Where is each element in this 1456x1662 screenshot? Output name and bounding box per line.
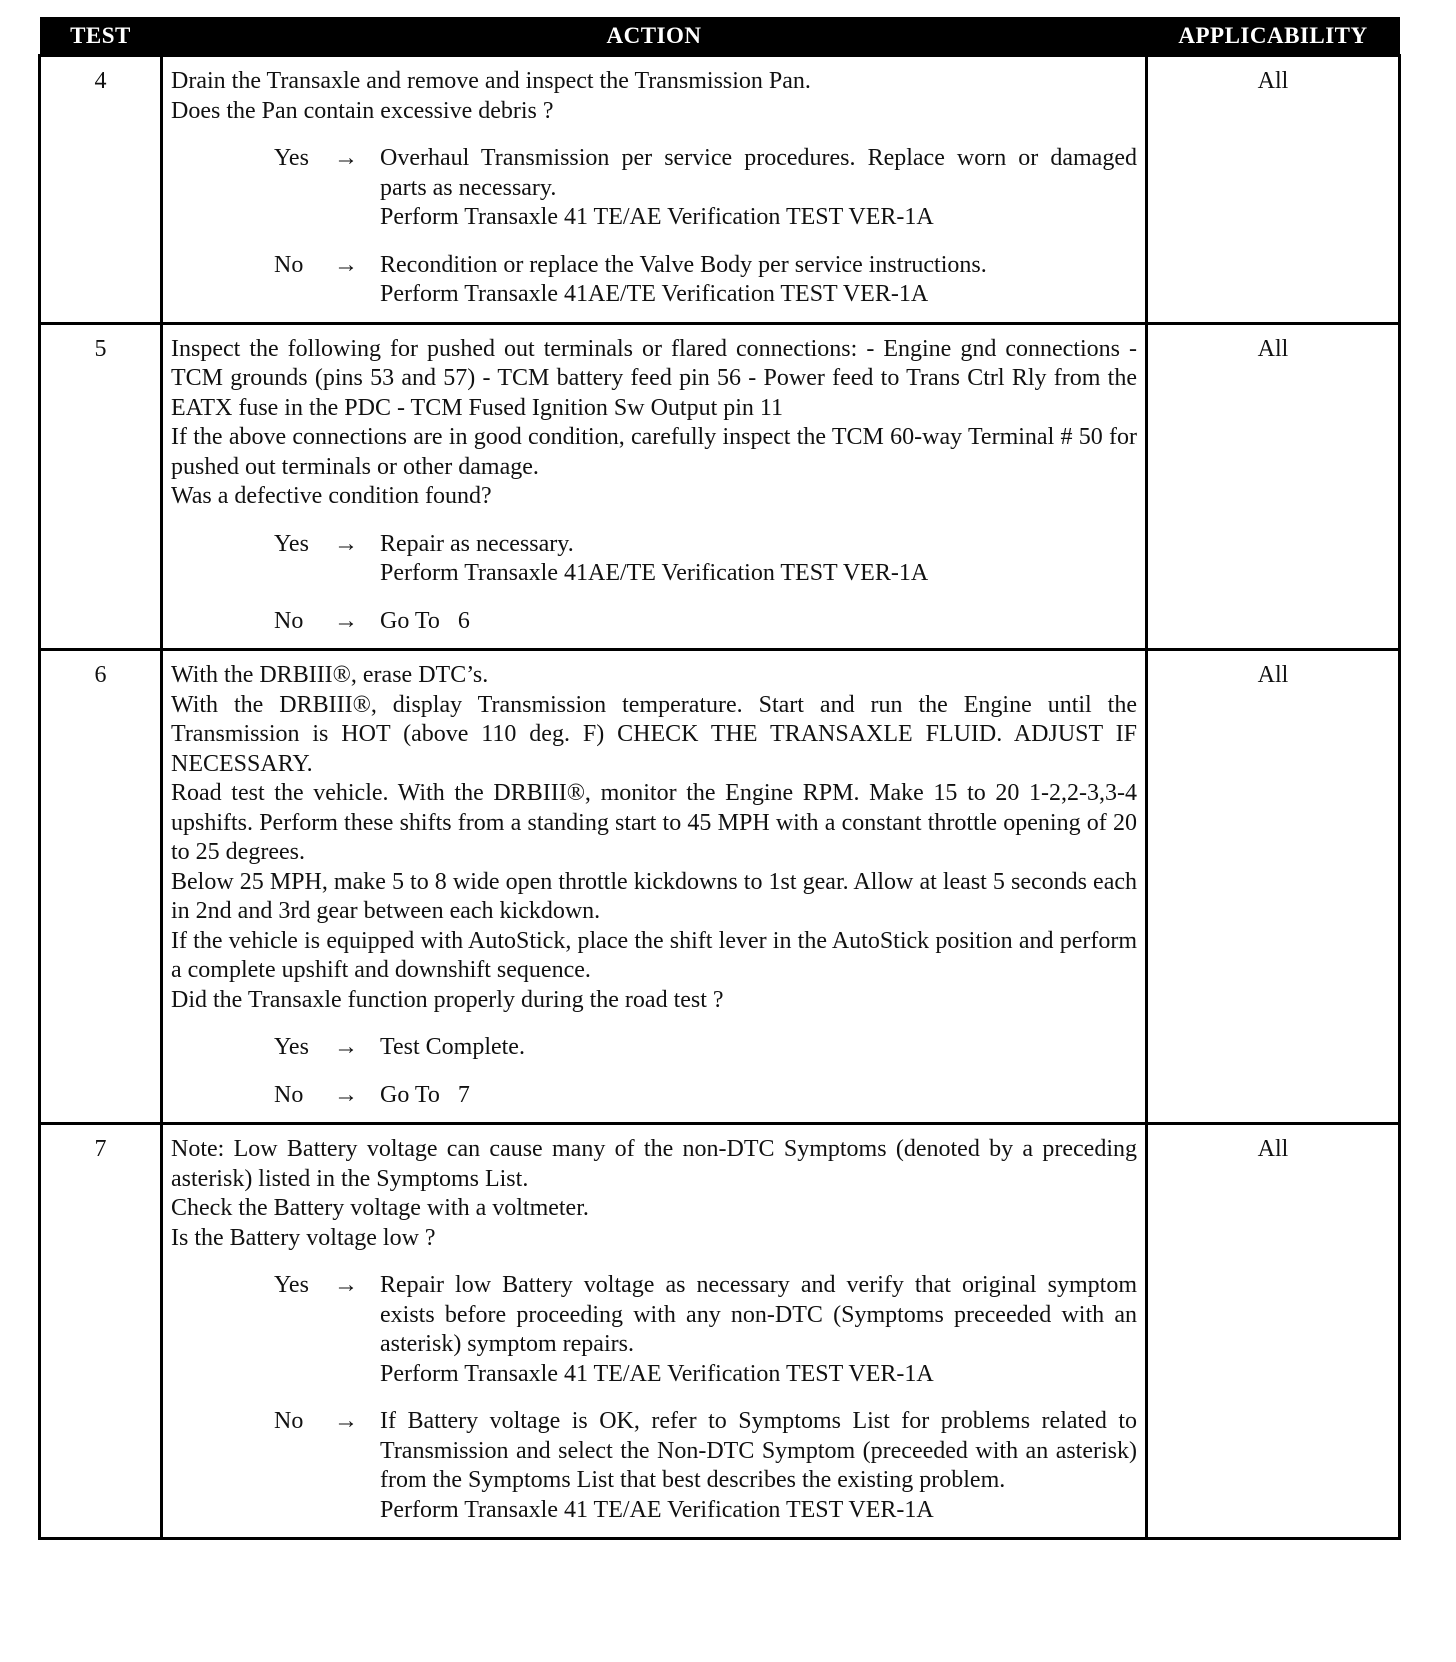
test-number: 7: [40, 1124, 162, 1539]
answer-line: Perform Transaxle 41 TE/AE Verification TEST VER-1A: [380, 204, 934, 230]
diagnostic-test-table: [38, 17, 1401, 1540]
action-line: If the vehicle is equipped with AutoStick, place the shift lever in the AutoStick position and perform a complete upshift and downshift sequence.: [171, 927, 1137, 983]
yes-label: Yes: [274, 1272, 309, 1298]
action-line: With the DRBIII®, erase DTC’s.: [171, 662, 489, 688]
yes-answer: [171, 1033, 1137, 1063]
table-row: [40, 56, 1400, 324]
right-arrow-icon: →: [334, 1272, 358, 1298]
yes-label: Yes: [274, 1034, 309, 1060]
right-arrow-icon: →: [334, 530, 358, 557]
answer-line: Recondition or replace the Valve Body per service instructions.: [380, 251, 987, 278]
no-answer: [171, 607, 1137, 637]
diagnostic-table-page: [38, 17, 1398, 1540]
yes-text: [380, 1271, 1137, 1389]
answer-line: Perform Transaxle 41AE/TE Verification TEST VER-1A: [380, 281, 929, 307]
no-answer: [171, 1081, 1137, 1111]
right-arrow-icon: →: [334, 251, 358, 278]
right-arrow-icon: →: [334, 145, 358, 171]
test-number: 5: [40, 323, 162, 650]
no-label: No: [274, 1408, 304, 1434]
test-number: 4: [40, 56, 162, 324]
question-line: Does the Pan contain excessive debris ?: [171, 97, 554, 124]
answer-line: Test Complete.: [380, 1034, 525, 1060]
test-number: 6: [40, 650, 162, 1124]
action-line: Below 25 MPH, make 5 to 8 wide open throttle kickdowns to 1st gear. Allow at least 5 seconds each in 2nd and 3rd gear between each kickdown.: [171, 868, 1137, 924]
no-answer: [171, 1407, 1137, 1525]
goto-text: Go To: [380, 1081, 440, 1108]
answer-line: Perform Transaxle 41AE/TE Verification TEST VER-1A: [380, 560, 929, 586]
action-line: If the above connections are in good condition, carefully inspect the TCM 60-way Terminal # 50 for pushed out terminals or other damage.: [171, 424, 1137, 480]
no-answer: [171, 251, 1137, 310]
goto-test-number: 7: [457, 1081, 470, 1108]
action-line: Road test the vehicle. With the DRBIII®, monitor the Engine RPM. Make 15 to 20 1-2,2-3,3-4 upshifts. Perform these shifts from a standing start to 45 MPH with a constant throttle opening of 20 to 25 degrees.: [171, 780, 1137, 865]
no-label: No: [274, 1081, 304, 1108]
yes-answer: [171, 1271, 1137, 1389]
answer-line: Overhaul Transmission per service procedures. Replace worn or damaged parts as necessary.: [380, 145, 1137, 201]
no-label: No: [274, 251, 304, 278]
action-cell: [162, 323, 1147, 650]
table-row: [40, 650, 1400, 1124]
yes-answer: [171, 530, 1137, 589]
action-cell: [162, 650, 1147, 1124]
question-line: Did the Transaxle function properly during the road test ?: [171, 986, 724, 1013]
right-arrow-icon: →: [334, 1081, 358, 1108]
question-line: Was a defective condition found?: [171, 483, 492, 509]
header-applicability: APPLICABILITY: [1147, 17, 1400, 56]
right-arrow-icon: →: [334, 607, 358, 634]
table-row: [40, 323, 1400, 650]
action-line: Note: Low Battery voltage can cause many of the non-DTC Symptoms (denoted by a preceding asterisk) listed in the Symptoms List.: [171, 1136, 1137, 1192]
no-label: No: [274, 607, 304, 634]
action-line: Check the Battery voltage with a voltmeter.: [171, 1195, 589, 1221]
action-line: Drain the Transaxle and remove and inspect the Transmission Pan.: [171, 68, 811, 94]
yes-label: Yes: [274, 145, 309, 171]
action-line: Inspect the following for pushed out terminals or flared connections: - Engine gnd connections - TCM grounds (pins 53 and 57) - TCM battery feed pin 56 - Power feed to Trans Ctrl Rly from the EATX fuse in the PDC - TCM Fused Ignition Sw Output pin 11: [171, 335, 1137, 421]
header-action: ACTION: [162, 17, 1147, 56]
applicability-value: All: [1147, 650, 1400, 1124]
yes-text: [380, 144, 1137, 233]
no-text: [380, 607, 1137, 637]
yes-label: Yes: [274, 530, 309, 557]
goto-test-number: 6: [457, 607, 470, 634]
table-header-row: [40, 17, 1400, 56]
question-line: Is the Battery voltage low ?: [171, 1224, 436, 1251]
yes-answer: [171, 144, 1137, 233]
right-arrow-icon: →: [334, 1034, 358, 1060]
answer-line: Repair as necessary.: [380, 530, 574, 557]
answer-line: If Battery voltage is OK, refer to Symptoms List for problems related to Transmission and select the Non-DTC Symptom (preceeded with an asterisk) from the Symptoms List that best describes the existing problem.: [380, 1408, 1137, 1493]
applicability-value: All: [1147, 1124, 1400, 1539]
right-arrow-icon: →: [334, 1408, 358, 1434]
goto-text: Go To: [380, 607, 440, 634]
table-row: [40, 1124, 1400, 1539]
yes-text: [380, 1033, 1137, 1063]
action-cell: [162, 1124, 1147, 1539]
applicability-value: All: [1147, 56, 1400, 324]
answer-line: Repair low Battery voltage as necessary and verify that original symptom exists before proceeding with any non-DTC (Symptoms preceeded with an asterisk) symptom repairs.: [380, 1272, 1137, 1357]
action-cell: [162, 56, 1147, 324]
applicability-value: All: [1147, 323, 1400, 650]
header-test: TEST: [40, 17, 162, 56]
no-text: [380, 1407, 1137, 1525]
no-text: [380, 251, 1137, 310]
answer-line: Perform Transaxle 41 TE/AE Verification TEST VER-1A: [380, 1496, 934, 1523]
yes-text: [380, 530, 1137, 589]
no-text: [380, 1081, 1137, 1111]
action-line: With the DRBIII®, display Transmission temperature. Start and run the Engine until the Transmission is HOT (above 110 deg. F) CHECK THE TRANSAXLE FLUID. ADJUST IF NECESSARY.: [171, 691, 1137, 777]
answer-line: Perform Transaxle 41 TE/AE Verification TEST VER-1A: [380, 1360, 934, 1387]
